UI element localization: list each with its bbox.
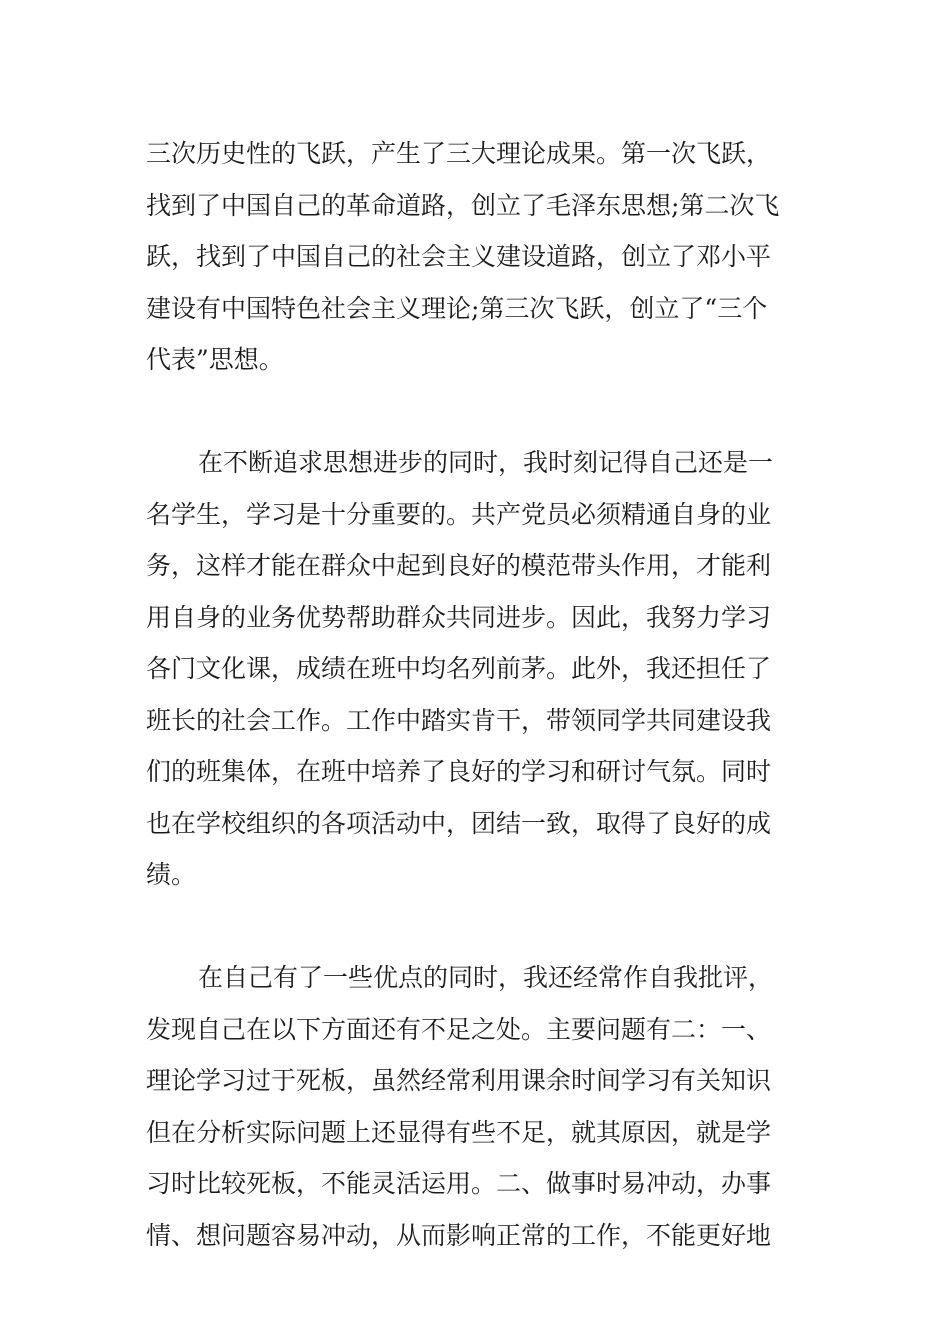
text-line: 各门文化课，成绩在班中均名列前茅。此外，我还担任了	[146, 654, 772, 683]
text-line: 务，这样才能在群众中起到良好的模范带头作用，才能利	[146, 551, 772, 580]
text-line: 在自己有了一些优点的同时，我还经常作自我批评，	[198, 963, 774, 992]
text-line: 在不断追求思想进步的同时，我时刻记得自己还是一	[198, 448, 774, 477]
text-line: 找到了中国自己的革命道路，创立了毛泽东思想;第二次飞	[146, 190, 780, 220]
text-line: 理论学习过于死板，虽然经常利用课余时间学习有关知识	[146, 1066, 772, 1095]
text-line: 绩。	[146, 860, 197, 889]
text-line: 建设有中国特色社会主义理论;第三次飞跃，创立了“三个	[146, 293, 768, 323]
text-line: 名学生，学习是十分重要的。共产党员必须精通自身的业	[146, 499, 772, 529]
text-line: 们的班集体，在班中培养了良好的学习和研讨气氛。同时	[146, 757, 772, 786]
text-line: 代表”思想。	[146, 345, 284, 374]
paragraph-2	[146, 437, 816, 901]
text-line: 习时比较死板，不能灵活运用。二、做事时易冲动，办事	[146, 1169, 772, 1198]
text-line: 班长的社会工作。工作中踏实肯干，带领同学共同建设我	[146, 705, 772, 735]
document-body	[146, 128, 816, 1261]
text-line: 发现自己在以下方面还有不足之处。主要问题有二：一、	[146, 1014, 772, 1044]
text-line: 也在学校组织的各项活动中，团结一致，取得了良好的成	[146, 808, 772, 838]
text-line: 三次历史性的飞跃，产生了三大理论成果。第一次飞跃，	[146, 139, 772, 168]
paragraph-3	[146, 952, 816, 1261]
text-line: 跃，找到了中国自己的社会主义建设道路，创立了邓小平	[146, 242, 772, 271]
paragraph-gap	[146, 901, 816, 953]
paragraph-gap	[146, 386, 816, 438]
text-line: 用自身的业务优势帮助群众共同进步。因此，我努力学习	[146, 602, 772, 632]
text-line: 情、想问题容易冲动，从而影响正常的工作，不能更好地	[146, 1220, 772, 1250]
text-line: 但在分析实际问题上还显得有些不足，就其原因，就是学	[146, 1117, 772, 1147]
paragraph-1	[146, 128, 816, 386]
